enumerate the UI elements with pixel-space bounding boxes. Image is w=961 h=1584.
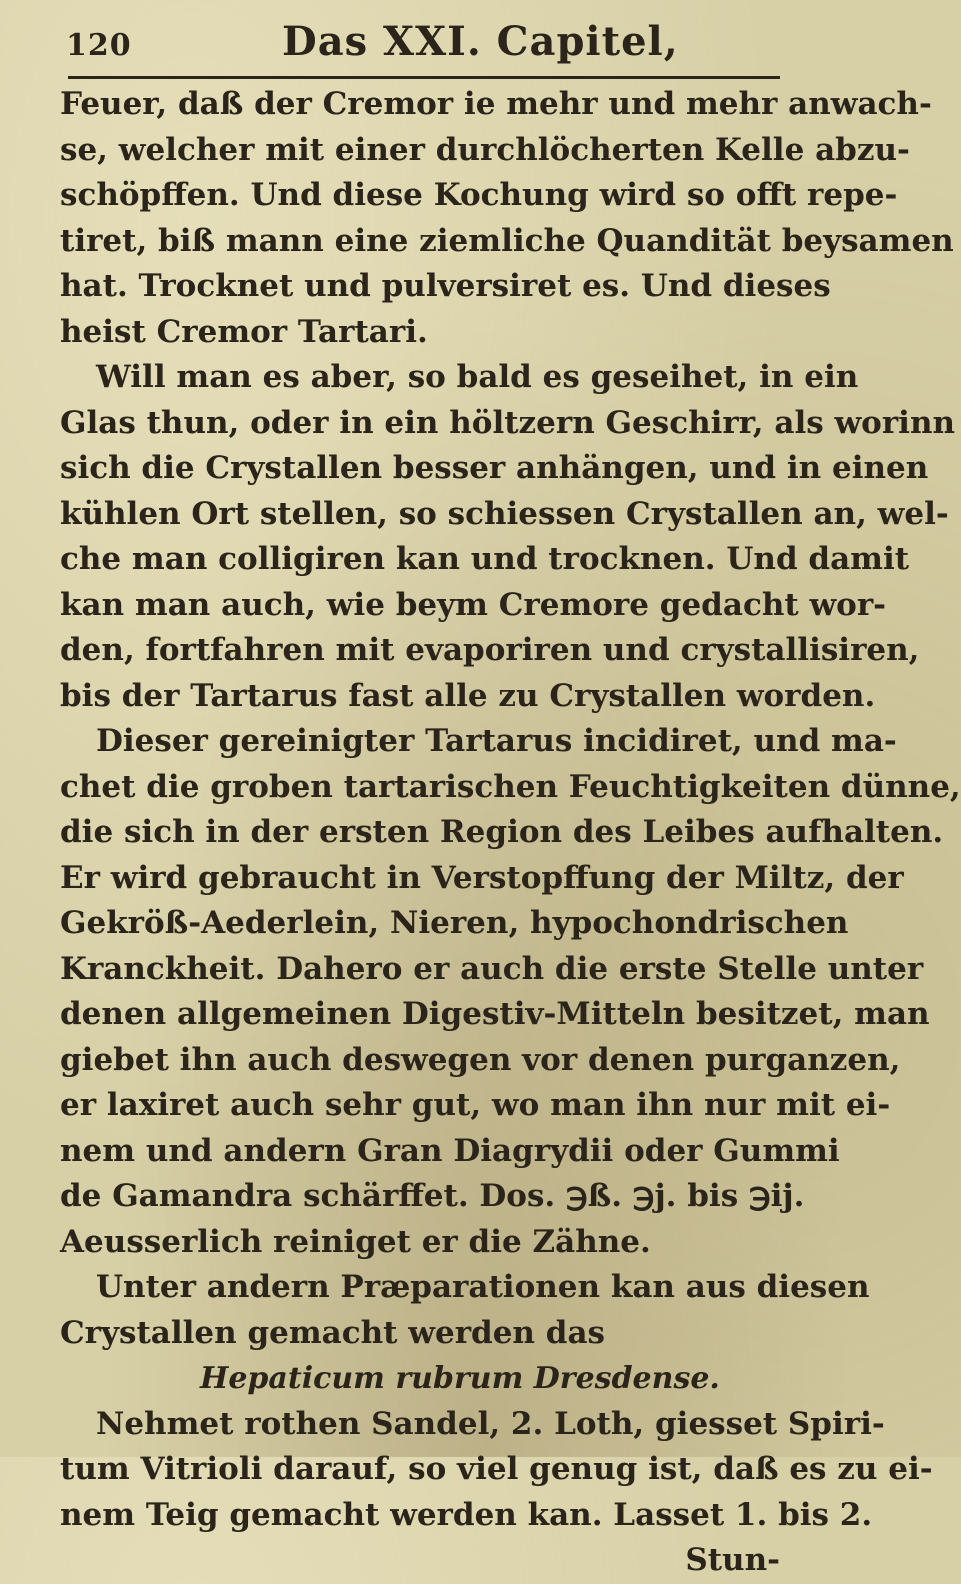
text-line: Er wird gebraucht in Verstopffung der Miltz, der [60,859,904,896]
text-line: bis der Tartarus fast alle zu Crystallen worden. [60,677,876,714]
text-line: Will man es aber, so bald es geseihet, in ein [96,359,859,395]
text-line: Feuer, daß der Cremor ie mehr und mehr anwach- [60,86,932,122]
page-header [62,14,782,65]
text-line: tum Vitrioli darauf, so viel genug ist, daß es zu ei- [60,1451,933,1487]
header-rule [68,76,780,79]
text-line: Kranckheit. Dahero er auch die erste Stelle unter [60,950,924,987]
body-text [60,82,961,1584]
text-line: giebet ihn auch deswegen vor denen purganzen, [60,1041,901,1078]
text-line: Nehmet rothen Sandel, 2. Loth, giesset Spiri- [96,1405,885,1442]
text-line: sich die Crystallen besser anhängen, und in einen [60,450,929,486]
text-line: che man colligiren kan und trocknen. Und damit [60,541,910,577]
text-line: kan man auch, wie beym Cremore gedacht wor- [60,586,887,623]
text-line: nem und andern Gran Diagrydii oder Gummi [60,1132,840,1169]
section-heading: Hepaticum rubrum Dresdense. [200,1361,720,1396]
catchword: Stun- [685,1542,780,1578]
text-line: Unter andern Præparationen kan aus diesen [96,1269,870,1305]
text-line: Aeusserlich reiniget er die Zähne. [60,1223,651,1260]
text-line: de Gamandra schärffet. Dos. ℈ß. ℈j. bis ℈ij. [60,1178,805,1214]
text-line: denen allgemeinen Digestiv-Mitteln besitzet, man [60,996,930,1032]
text-line: kühlen Ort stellen, so schiessen Crystallen an, wel- [60,495,949,532]
text-line: hat. Trocknet und pulversiret es. Und dieses [60,268,831,304]
text-line: den, fortfahren mit evaporiren und crystallisiren, [60,632,920,668]
running-title: Das XXI. Capitel, [282,18,679,65]
text-line: Glas thun, oder in ein höltzern Geschirr, als worinn [60,404,956,441]
text-line: chet die groben tartarischen Feuchtigkeiten dünne, [60,768,961,805]
text-line: die sich in der ersten Region des Leibes aufhalten. [60,814,944,850]
text-line: nem Teig gemacht werden kan. Lasset 1. bis 2. [60,1496,873,1533]
text-line: se, welcher mit einer durchlöcherten Kelle abzu- [60,131,910,168]
text-line: er laxiret auch sehr gut, wo man ihn nur mit ei- [60,1087,891,1123]
text-line: Dieser gereinigter Tartarus incidiret, und ma- [96,723,897,759]
page-number: 120 [66,28,132,63]
text-line: tiret, biß mann eine ziemliche Quandität beysamen [60,222,954,259]
text-line: Gekröß-Aederlein, Nieren, hypochondrischen [60,905,849,941]
text-line: heist Cremor Tartari. [60,313,428,350]
text-line: schöpffen. Und diese Kochung wird so offt repe- [60,177,898,213]
text-line: Crystallen gemacht werden das [60,1314,605,1351]
